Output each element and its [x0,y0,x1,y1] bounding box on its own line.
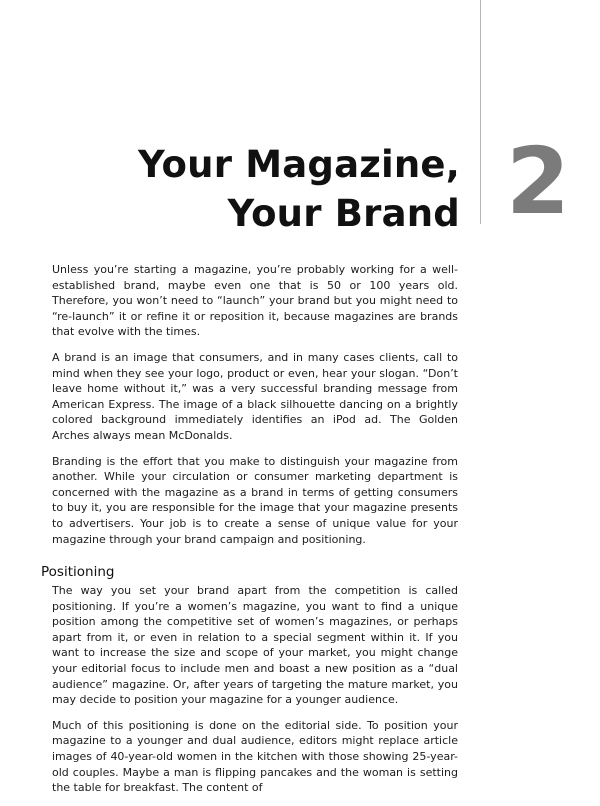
chapter-number: 2 [506,128,571,235]
section-heading-positioning: Positioning [41,564,115,581]
paragraph-positioning-2: Much of this positioning is done on the editorial side. To position your magazine to a younger and dual audience, editors might replace article images of 40-year-old women in the kitchen with those showing 25-year-old couples. Maybe a man is flipping pancakes and the woman is setting the table for breakfast. The content of [52,718,458,795]
chapter-divider-rule [480,0,481,224]
chapter-title [138,140,460,238]
paragraph-brand-definition: A brand is an image that consumers, and in many cases clients, call to mind when they see your logo, product or even, hear your slogan. “Don’t leave home without it,” was a very successful branding message from American Express. The image of a black silhouette dancing on a brightly colored background immediately identifies an iPod ad. The Golden Arches always mean McDonalds. [52,350,458,442]
chapter-title-line-2: Your Brand [227,192,460,235]
paragraph-branding-effort: Branding is the effort that you make to distinguish your magazine from another. While your circulation or consumer marketing department is concerned with the magazine as a brand in terms of getting consumers to buy it, you are responsible for the image that your magazine presents to advertisers. Your job is to create a sense of unique value for your magazine through your brand campaign and positioning. [52,454,458,546]
paragraph-positioning-1: The way you set your brand apart from the competition is called positioning. If you’re a women’s magazine, you want to find a unique position among the competitive set of women’s magazines, or perhaps apart from it, or even in relation to a special segment within it. If you want to increase the size and scope of your market, you might change your editorial focus to include men and boast a new position as a “dual audience” magazine. Or, after years of targeting the mature market, you may decide to position your magazine for a younger audience. [52,584,458,707]
paragraph-intro: Unless you’re starting a magazine, you’re probably working for a well-established brand, maybe even one that is 50 or 100 years old. Therefore, you won’t need to “launch” your brand but you might need to “re-launch” it or refine it or reposition it, because magazines are brands that evolve with the times. [52,263,458,339]
chapter-title-line-1: Your Magazine, [137,143,460,186]
body-text [41,262,458,806]
